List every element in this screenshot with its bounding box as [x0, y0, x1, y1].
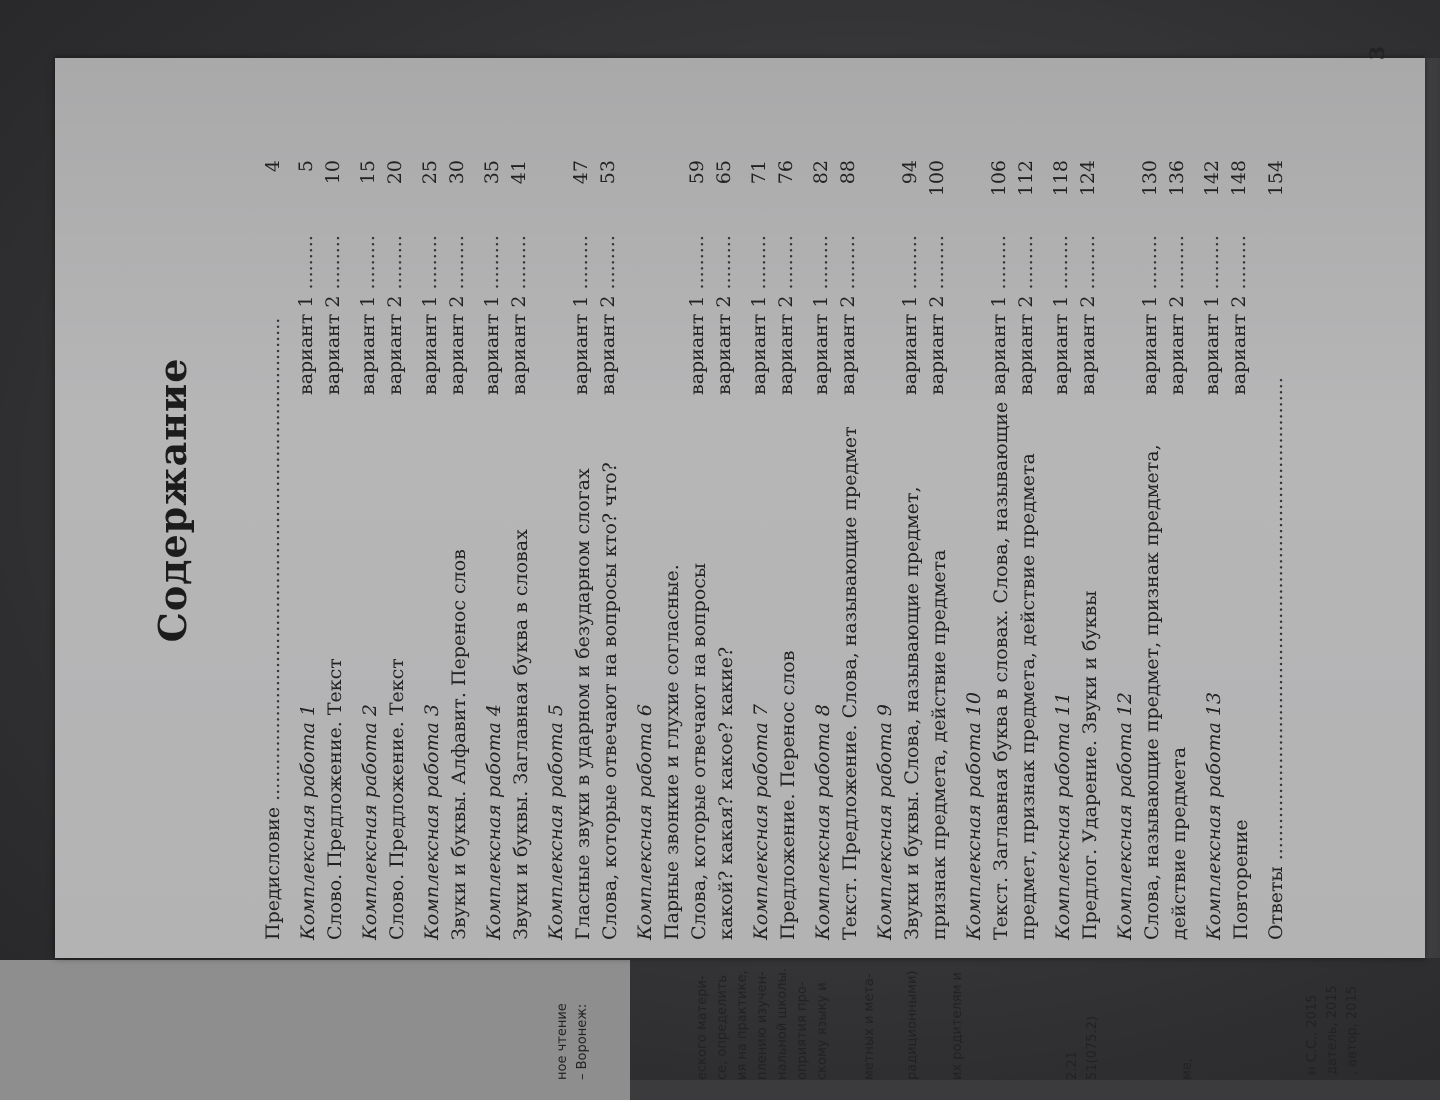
work-title: Комплексная работа 13	[1203, 691, 1225, 940]
page-ref: 148	[1228, 160, 1250, 197]
variant-entry	[384, 160, 406, 395]
page-ref: 88	[837, 160, 859, 185]
variant-label: вариант 2	[926, 295, 948, 395]
variant-label: вариант 1	[419, 295, 441, 395]
toc-entry	[632, 160, 740, 940]
topic-line: признак предмета, действие предмета	[928, 549, 950, 940]
topic-line: Предложение. Перенос слов	[777, 650, 799, 940]
variant-label: вариант 1	[810, 295, 832, 395]
toc-entry	[419, 160, 473, 940]
leader-dots: .........	[1201, 235, 1223, 296]
variant-label: вариант 2	[597, 295, 619, 395]
leader-dots: .........	[686, 235, 708, 296]
variant-entry	[1228, 160, 1250, 395]
work-title: Комплексная работа 1	[297, 704, 319, 940]
page-ref: 136	[1166, 160, 1188, 197]
variant-label: вариант 1	[748, 295, 770, 395]
variant-entry	[597, 160, 619, 395]
page-ref: 130	[1139, 160, 1161, 197]
work-title: Комплексная работа 8	[812, 704, 834, 940]
variant-label: вариант 2	[508, 295, 530, 395]
left-page-snippet: , автор, 2015	[1345, 985, 1360, 1075]
variant-label: вариант 1	[295, 295, 317, 395]
page-ref: 20	[384, 160, 406, 185]
variant-label: вариант 1	[988, 295, 1010, 395]
variant-entry	[926, 160, 948, 395]
variant-entry	[322, 160, 344, 395]
variant-entry	[1077, 160, 1099, 395]
toc-entry	[872, 160, 953, 940]
left-page-snippet: их родителям и	[950, 971, 965, 1080]
leader-dots: .........	[775, 235, 797, 296]
page-ref: 76	[775, 160, 797, 185]
variant-entry	[481, 160, 503, 395]
page-ref: 5	[295, 160, 317, 173]
variant-entry	[446, 160, 468, 395]
page-ref: 65	[713, 160, 735, 185]
variant-label: вариант 1	[1201, 295, 1223, 395]
page-ref: 112	[1015, 160, 1037, 197]
left-page-snippet: оприятия про-	[795, 981, 810, 1080]
toc-entry	[961, 160, 1042, 940]
page-ref: 71	[748, 160, 770, 185]
leader-dots: .........	[810, 235, 832, 296]
left-page-snippet: радиционными)	[905, 970, 920, 1080]
left-page-snippet: нальной школы.	[775, 968, 790, 1080]
topic-line: Звуки и буквы. Алфавит. Перенос слов	[448, 549, 470, 940]
leader-dots: .........	[1015, 235, 1037, 296]
variant-label: вариант 2	[837, 295, 859, 395]
topic-line: Слово. Предложение. Текст	[324, 658, 346, 940]
work-title: Комплексная работа 12	[1114, 691, 1136, 940]
toc-entry	[748, 160, 802, 940]
leader-dots: .........	[384, 235, 406, 296]
topic-line: Слова, называющие предмет, признак предмета,	[1141, 444, 1163, 940]
topic-line: Повторение	[1230, 819, 1252, 940]
page-ref: 59	[686, 160, 708, 185]
left-page-snippet: ное чтение	[555, 1003, 570, 1080]
leader-dots: .........	[926, 235, 948, 296]
work-title: Комплексная работа 4	[483, 704, 505, 940]
leader-dots: .........	[988, 235, 1010, 296]
page-ref: 142	[1201, 160, 1223, 197]
variant-label: вариант 1	[1050, 295, 1072, 395]
topic-line: предмет, признак предмета, действие предмета	[1017, 453, 1039, 940]
variant-entry	[748, 160, 770, 395]
left-page-snippet: плению изучен-	[755, 971, 770, 1080]
page-ref: 35	[481, 160, 503, 185]
variant-entry	[508, 160, 530, 395]
work-title: Комплексная работа 3	[421, 704, 443, 940]
topic-line: Звуки и буквы. Заглавная буква в словах	[510, 529, 532, 940]
topic-line: Гласные звуки в ударном и безударном слогах	[572, 468, 594, 940]
variant-label: вариант 2	[713, 295, 735, 395]
leader-dots: .........	[748, 235, 770, 296]
topic-line: Слово. Предложение. Текст	[386, 658, 408, 940]
topic-line: Парные звонкие и глухие согласные.	[661, 564, 683, 940]
left-page-snippet: ия на практике,	[735, 970, 750, 1080]
page-ref: 53	[597, 160, 619, 185]
leader-dots: .........	[570, 235, 592, 296]
variant-entry	[1139, 160, 1161, 395]
leader-dots: .........	[1077, 235, 1099, 296]
leader-dots: .........	[357, 235, 379, 296]
leader-dots: .........	[322, 235, 344, 296]
variant-entry	[570, 160, 592, 395]
leader-dots: .........	[899, 235, 921, 296]
work-title: Комплексная работа 10	[963, 691, 985, 940]
topic-line: Слова, которые отвечают на вопросы	[688, 562, 710, 940]
topic-line: Текст. Предложение. Слова, называющие предмет	[839, 426, 861, 940]
work-title: Комплексная работа 7	[750, 704, 772, 940]
leader-dots: .........	[1166, 235, 1188, 296]
variant-label: вариант 1	[357, 295, 379, 395]
leader-dots: .........	[1228, 235, 1250, 296]
leader-dots: .........	[1050, 235, 1072, 296]
leader-dots: .........	[446, 235, 468, 296]
page-ref: 154	[1265, 160, 1287, 197]
leader-dots: .........	[508, 235, 530, 296]
variant-label: вариант 2	[775, 295, 797, 395]
left-page-snippet: еского матери-	[695, 975, 710, 1080]
work-title: Комплексная работа 5	[545, 704, 567, 940]
topic-line: Слова, которые отвечают на вопросы кто? что?	[599, 462, 621, 940]
variant-label: вариант 2	[384, 295, 406, 395]
topic-line: Ответы ................................................................................ 154	[1263, 180, 1290, 940]
variant-entry	[357, 160, 379, 395]
variant-entry	[810, 160, 832, 395]
left-page-snippet: ме,	[1180, 1058, 1195, 1080]
toc-entry	[357, 160, 411, 940]
left-page-snippet: се, определить	[715, 974, 730, 1080]
left-page-snippet: датель, 2015	[1325, 985, 1340, 1075]
page-title: Содержание	[150, 357, 195, 643]
variant-entry	[1050, 160, 1072, 395]
topic-line: какой? какая? какое? какие?	[715, 646, 737, 940]
toc-entry	[810, 160, 864, 940]
work-title: Комплексная работа 2	[359, 704, 381, 940]
leader-dots: .........	[481, 235, 503, 296]
topic-line: Предисловие ................................................................................ 4	[260, 180, 287, 940]
variant-entry	[713, 160, 735, 395]
toc-entry	[1050, 160, 1104, 940]
left-page-snippet: н С.С., 2015	[1305, 994, 1320, 1075]
page-ref: 41	[508, 160, 530, 185]
leader-dots: .........	[837, 235, 859, 296]
left-page	[0, 960, 630, 1100]
variant-label: вариант 1	[570, 295, 592, 395]
toc-entry	[481, 160, 535, 940]
toc-entry	[1112, 160, 1193, 940]
page-ref: 124	[1077, 160, 1099, 197]
variant-entry	[837, 160, 859, 395]
variant-label: вариант 1	[481, 295, 503, 395]
toc-entry	[1263, 160, 1290, 940]
left-page-snippet: – Воронеж:	[575, 1003, 590, 1080]
leader-dots: .........	[597, 235, 619, 296]
variant-entry	[1201, 160, 1223, 395]
toc-entry	[260, 160, 287, 940]
variant-entry	[899, 160, 921, 395]
variant-entry	[1166, 160, 1188, 395]
left-page-snippet: 51(075.2)	[1085, 1016, 1100, 1080]
variant-label: вариант 1	[899, 295, 921, 395]
variant-entry	[686, 160, 708, 395]
variant-label: вариант 1	[1139, 295, 1161, 395]
page-ref: 118	[1050, 160, 1072, 197]
variant-entry	[988, 160, 1010, 395]
leader-dots: .........	[295, 235, 317, 296]
variant-entry	[295, 160, 317, 395]
leader-dots: .........	[713, 235, 735, 296]
work-title: Комплексная работа 6	[634, 704, 656, 940]
variant-label: вариант 2	[1228, 295, 1250, 395]
variant-label: вариант 2	[1166, 295, 1188, 395]
topic-line: Звуки и буквы. Слова, называющие предмет,	[901, 486, 923, 940]
toc-entry	[543, 160, 624, 940]
page-ref: 82	[810, 160, 832, 185]
work-title: Комплексная работа 11	[1052, 691, 1074, 940]
variant-label: вариант 2	[1077, 295, 1099, 395]
page-ref: 100	[926, 160, 948, 197]
leader-dots: .........	[419, 235, 441, 296]
page-ref: 25	[419, 160, 441, 185]
page-ref: 106	[988, 160, 1010, 197]
variant-label: вариант 2	[1015, 295, 1037, 395]
topic-line: Текст. Заглавная буква в словах. Слова, называющие	[990, 401, 1012, 940]
toc-entry	[295, 160, 349, 940]
page-ref: 30	[446, 160, 468, 185]
variant-label: вариант 1	[686, 295, 708, 395]
page-ref: 15	[357, 160, 379, 185]
toc-entry	[1201, 160, 1255, 940]
page-ref: 10	[322, 160, 344, 185]
page-ref: 4	[262, 160, 284, 173]
leader-dots: .........	[1139, 235, 1161, 296]
variant-label: вариант 2	[446, 295, 468, 395]
left-page-snippet: скому языку и	[815, 982, 830, 1080]
leader-dots: ................................................................................	[1265, 377, 1287, 867]
left-page-snippet: метных и мета-	[862, 973, 877, 1080]
variant-entry	[1015, 160, 1037, 395]
topic-line: действие предмета	[1168, 746, 1190, 940]
variant-entry	[419, 160, 441, 395]
topic-line: Предлог. Ударение. Звуки и буквы	[1079, 590, 1101, 940]
work-title: Комплексная работа 9	[874, 704, 896, 940]
table-of-contents	[150, 46, 1410, 940]
variant-entry	[775, 160, 797, 395]
leader-dots: ................................................................................	[262, 317, 284, 807]
page-ref: 47	[570, 160, 592, 185]
page-ref: 94	[899, 160, 921, 185]
variant-label: вариант 2	[322, 295, 344, 395]
page-number: 3	[1365, 46, 1389, 60]
left-page-snippet: 2.21	[1065, 1051, 1080, 1080]
